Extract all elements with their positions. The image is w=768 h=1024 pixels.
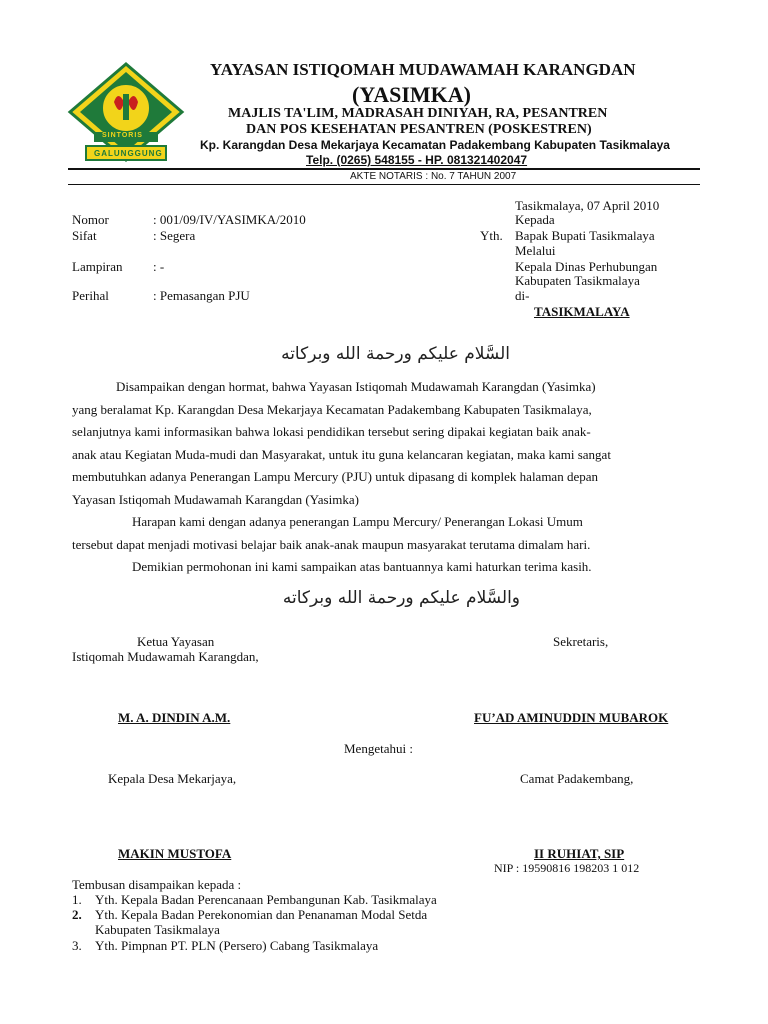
sifat-label: Sifat bbox=[72, 228, 97, 243]
recipient-yth: Yth. bbox=[480, 228, 503, 243]
district-head-title: Camat Padakembang, bbox=[520, 771, 634, 786]
perihal-value: : Pemasangan PJU bbox=[153, 288, 250, 303]
cc-item-text: Yth. Kepala Badan Perencanaan Pembangunan Kab. Tasikmalaya bbox=[95, 892, 437, 907]
p1-line-4: anak atau Kegiatan Muda-mudi dan Masyarakat, untuk itu guna kelancaran kegiatan, maka kami sangat bbox=[72, 446, 611, 462]
recipient-via-name-1: Kepala Dinas Perhubungan bbox=[515, 259, 658, 274]
logo-band-sintoris: SINTORIS bbox=[102, 132, 143, 139]
foundation-name: YAYASAN ISTIQOMAH MUDAWAMAH KARANGDAN bbox=[210, 60, 636, 79]
header-rule-top bbox=[68, 168, 700, 170]
acknowledged-label: Mengetahui : bbox=[344, 741, 413, 756]
nomor-label: Nomor bbox=[72, 212, 109, 227]
recipient-kepada: Kepada bbox=[515, 212, 555, 227]
p2-line-2: tersebut dapat menjadi motivasi belajar baik anak-anak maupun masyarakat terutama dimalam hari. bbox=[72, 536, 591, 552]
cc-heading: Tembusan disampaikan kepada : bbox=[72, 877, 242, 892]
p1-line-2: yang beralamat Kp. Karangdan Desa Mekarjaya Kecamatan Padakembang Kabupaten Tasikmalaya, bbox=[72, 401, 592, 417]
district-head-name: II RUHIAT, SIP bbox=[534, 846, 625, 861]
phone-line: Telp. (0265) 548155 - HP. 081321402047 bbox=[306, 153, 528, 167]
header-rule-bottom bbox=[68, 184, 700, 185]
units-line-1: MAJLIS TA'LIM, MADRASAH DINIYAH, RA, PESANTREN bbox=[228, 106, 608, 121]
recipient-city: TASIKMALAYA bbox=[534, 304, 630, 319]
cc-item-num: 1. bbox=[72, 892, 82, 907]
foundation-acronym: (YASIMKA) bbox=[352, 82, 471, 107]
cc-item-text: Yth. Pimpnan PT. PLN (Persero) Cabang Tasikmalaya bbox=[95, 938, 379, 953]
greeting-close: والسَّلام عليكم ورحمة الله وبركاته bbox=[282, 588, 520, 608]
cc-item-text: Kabupaten Tasikmalaya bbox=[95, 922, 220, 937]
greeting-open: السَّلام عليكم ورحمة الله وبركاته bbox=[281, 344, 510, 364]
recipient-via-name-2: Kabupaten Tasikmalaya bbox=[515, 273, 640, 288]
p1-line-5: membutuhkan adanya Penerangan Lampu Mercury (PJU) untuk dipasang di komplek halaman depan bbox=[72, 469, 598, 484]
village-head-title: Kepala Desa Mekarjaya, bbox=[108, 771, 237, 786]
p1-line-1: Disampaikan dengan hormat, bahwa Yayasan Istiqomah Mudawamah Karangdan (Yasimka) bbox=[116, 379, 596, 394]
lampiran-value: : - bbox=[153, 259, 165, 274]
letter-date: Tasikmalaya, 07 April 2010 bbox=[515, 198, 660, 213]
perihal-label: Perihal bbox=[72, 288, 109, 303]
notary-line: AKTE NOTARIS : No. 7 TAHUN 2007 bbox=[350, 171, 517, 182]
p1-line-6: Yayasan Istiqomah Mudawamah Karangdan (Yasimka) bbox=[72, 491, 359, 507]
recipient-di: di- bbox=[515, 288, 530, 303]
secretary-title: Sekretaris, bbox=[553, 634, 609, 649]
lampiran-label: Lampiran bbox=[72, 259, 123, 274]
units-line-2: DAN POS KESEHATAN PESANTREN (POSKESTREN) bbox=[246, 122, 592, 137]
secretary-name: FU’AD AMINUDDIN MUBAROK bbox=[474, 710, 669, 725]
address-line: Kp. Karangdan Desa Mekarjaya Kecamatan Padakembang Kabupaten Tasikmalaya bbox=[200, 138, 670, 152]
nomor-value: : 001/09/IV/YASIMKA/2010 bbox=[153, 212, 306, 227]
body-text bbox=[72, 376, 702, 579]
chairman-title-2: Istiqomah Mudawamah Karangdan, bbox=[72, 649, 259, 664]
recipient-via: Melalui bbox=[515, 243, 556, 258]
foundation-logo bbox=[66, 62, 186, 168]
cc-item-num: 3. bbox=[72, 938, 82, 953]
logo-band-galunggung: GALUNGGUNG bbox=[94, 149, 163, 158]
sifat-value: : Segera bbox=[153, 228, 196, 243]
cc-item-num: 2. bbox=[72, 907, 82, 922]
p1-line-3: selanjutnya kami informasikan bahwa lokasi pendidikan tersebut sering dipakai kegiatan baik anak- bbox=[72, 424, 591, 439]
recipient-to: Bapak Bupati Tasikmalaya bbox=[515, 228, 655, 243]
p3-line: Demikian permohonan ini kami sampaikan atas bantuannya kami haturkan terima kasih. bbox=[132, 559, 592, 574]
chairman-title-1: Ketua Yayasan bbox=[137, 634, 215, 649]
district-head-nip: NIP : 19590816 198203 1 012 bbox=[494, 861, 640, 875]
chairman-name: M. A. DINDIN A.M. bbox=[118, 710, 231, 725]
village-head-name: MAKIN MUSTOFA bbox=[118, 846, 232, 861]
p2-line-1: Harapan kami dengan adanya penerangan Lampu Mercury/ Penerangan Lokasi Umum bbox=[132, 514, 583, 529]
cc-item-text: Yth. Kepala Badan Perekonomian dan Penanaman Modal Setda bbox=[95, 907, 428, 922]
